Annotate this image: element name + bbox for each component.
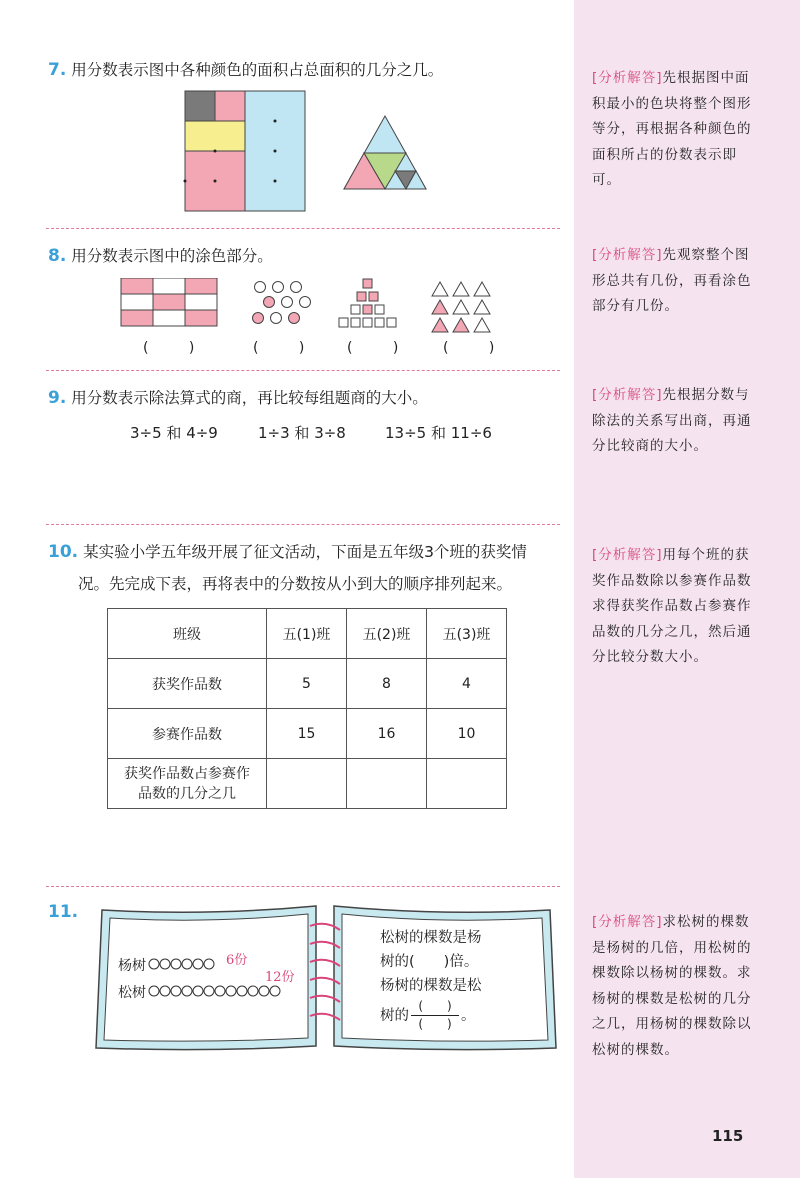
- table-cell: 5: [267, 659, 347, 709]
- q9-note-tag: [分析解答]: [592, 387, 663, 403]
- answer-cell[interactable]: [267, 759, 347, 809]
- q10-text-1: 某实验小学五年级开展了征文活动，下面是五年级3个班的获奖情: [83, 543, 527, 561]
- q11-line4-end: 。: [461, 1007, 476, 1024]
- table-row: [108, 709, 507, 759]
- table-cell: 15: [267, 709, 347, 759]
- q9-note-text: 先根据分数与除法的关系写出商，再通分比较商的大小。: [592, 387, 752, 454]
- table-header-cell: 五(1)班: [267, 609, 347, 659]
- q8-triangles: [432, 282, 490, 332]
- q8-note: [592, 243, 758, 320]
- song-circles: [148, 984, 282, 998]
- q8-text: 用分数表示图中的涂色部分。: [71, 247, 273, 265]
- q10-note: [592, 543, 758, 671]
- q7-note: [592, 66, 758, 194]
- q8-blank-3[interactable]: ( ): [347, 340, 417, 356]
- yang-label: 杨树: [118, 958, 146, 974]
- q7-text: 用分数表示图中各种颜色的面积占总面积的几分之几。: [71, 61, 444, 79]
- q11-line3: 杨树的棵数是松: [380, 978, 482, 994]
- q9-note: [592, 383, 758, 460]
- q10-prompt-line2: 况。先完成下表，再将表中的分数按从小到大的顺序排列起来。: [78, 575, 513, 593]
- q7-note-tag: [分析解答]: [592, 70, 663, 86]
- q8-note-tag: [分析解答]: [592, 247, 663, 263]
- table-cell: 4: [427, 659, 507, 709]
- table-header-cell: 班级: [108, 609, 267, 659]
- q10-number: 10.: [48, 542, 79, 562]
- fraction-numerator: ( ): [418, 999, 452, 1013]
- song-label: 松树: [118, 985, 146, 1001]
- page-number: 115: [712, 1127, 744, 1145]
- q10-table: [107, 608, 507, 809]
- q11-line1: 松树的棵数是杨: [380, 930, 482, 946]
- q8-blank-2[interactable]: ( ): [253, 340, 323, 356]
- q11-note-tag: [分析解答]: [592, 914, 663, 930]
- divider: [46, 370, 560, 371]
- q9-expr-1: 3÷5 和 4÷9: [130, 424, 218, 442]
- q9-number: 9.: [48, 388, 67, 408]
- q11-number-wrap: [48, 902, 78, 922]
- table-cell: 8: [347, 659, 427, 709]
- q8-rect-grid: [121, 278, 217, 326]
- row-label: 获奖作品数: [108, 659, 267, 709]
- q8-note-text: 先观察整个图形总共有几份，再看涂色部分有几份。: [592, 247, 752, 314]
- divider: [46, 228, 560, 229]
- q9-expr-3: 13÷5 和 11÷6: [385, 424, 492, 442]
- q9-expr-2: 1÷3 和 3÷8: [258, 424, 346, 442]
- q11-question-text: [380, 926, 482, 1033]
- yang-count: 6份: [226, 953, 248, 968]
- table-cell: 16: [347, 709, 427, 759]
- q11-note: [592, 910, 758, 1063]
- table-row: [108, 659, 507, 709]
- q9-prompt: [48, 386, 428, 408]
- q11-fraction-blank[interactable]: [411, 998, 459, 1033]
- row-label: 获奖作品数占参赛作品数的几分之几: [108, 759, 267, 809]
- q7-note-text: 先根据图中面积最小的色块将整个图形等分，再根据各种颜色的面积所占的份数表示即可。: [592, 70, 752, 188]
- divider: [46, 524, 560, 525]
- q8-squares: [339, 279, 396, 327]
- song-count: 12份: [265, 970, 295, 985]
- answer-cell[interactable]: [347, 759, 427, 809]
- q9-text: 用分数表示除法算式的商，再比较每组题商的大小。: [71, 389, 428, 407]
- q7-prompt: [48, 58, 443, 80]
- q10-note-text: 用每个班的获奖作品数除以参赛作品数求得获奖作品数占参赛作品数的几分之几，然后通分比较分数大小。: [592, 547, 752, 665]
- q7-triangle-figure: [344, 116, 426, 189]
- q7-figures: [180, 88, 440, 218]
- q8-number: 8.: [48, 246, 67, 266]
- q11-line4: [380, 998, 482, 1033]
- table-row: [108, 609, 507, 659]
- table-header-cell: 五(2)班: [347, 609, 427, 659]
- q7-number: 7.: [48, 60, 67, 80]
- q8-blank-4[interactable]: ( ): [443, 340, 513, 356]
- table-header-cell: 五(3)班: [427, 609, 507, 659]
- q11-line4-text: 树的: [380, 1007, 409, 1024]
- fraction-denominator: ( ): [418, 1017, 452, 1031]
- q8-figures: [118, 278, 503, 333]
- row-label: 参赛作品数: [108, 709, 267, 759]
- q10-note-tag: [分析解答]: [592, 547, 663, 563]
- q8-circles: [253, 282, 311, 324]
- yang-circles: [148, 957, 218, 971]
- table-cell: 10: [427, 709, 507, 759]
- q7-rectangle-figure: [184, 91, 306, 211]
- table-row: [108, 759, 507, 809]
- q11-notebook: [88, 902, 563, 1058]
- q11-number: 11.: [48, 902, 79, 922]
- divider: [46, 886, 560, 887]
- q8-blank-1[interactable]: ( ): [143, 340, 213, 356]
- q11-line2: 树的( )倍。: [380, 954, 479, 970]
- q11-note-text: 求松树的棵数是杨树的几倍，用松树的棵数除以杨树的棵数。求杨树的棵数是松树的几分之几，用杨树的棵数除以松树的棵数。: [592, 914, 752, 1058]
- q8-prompt: [48, 244, 273, 266]
- answer-cell[interactable]: [427, 759, 507, 809]
- q10-prompt-line1: [48, 540, 527, 562]
